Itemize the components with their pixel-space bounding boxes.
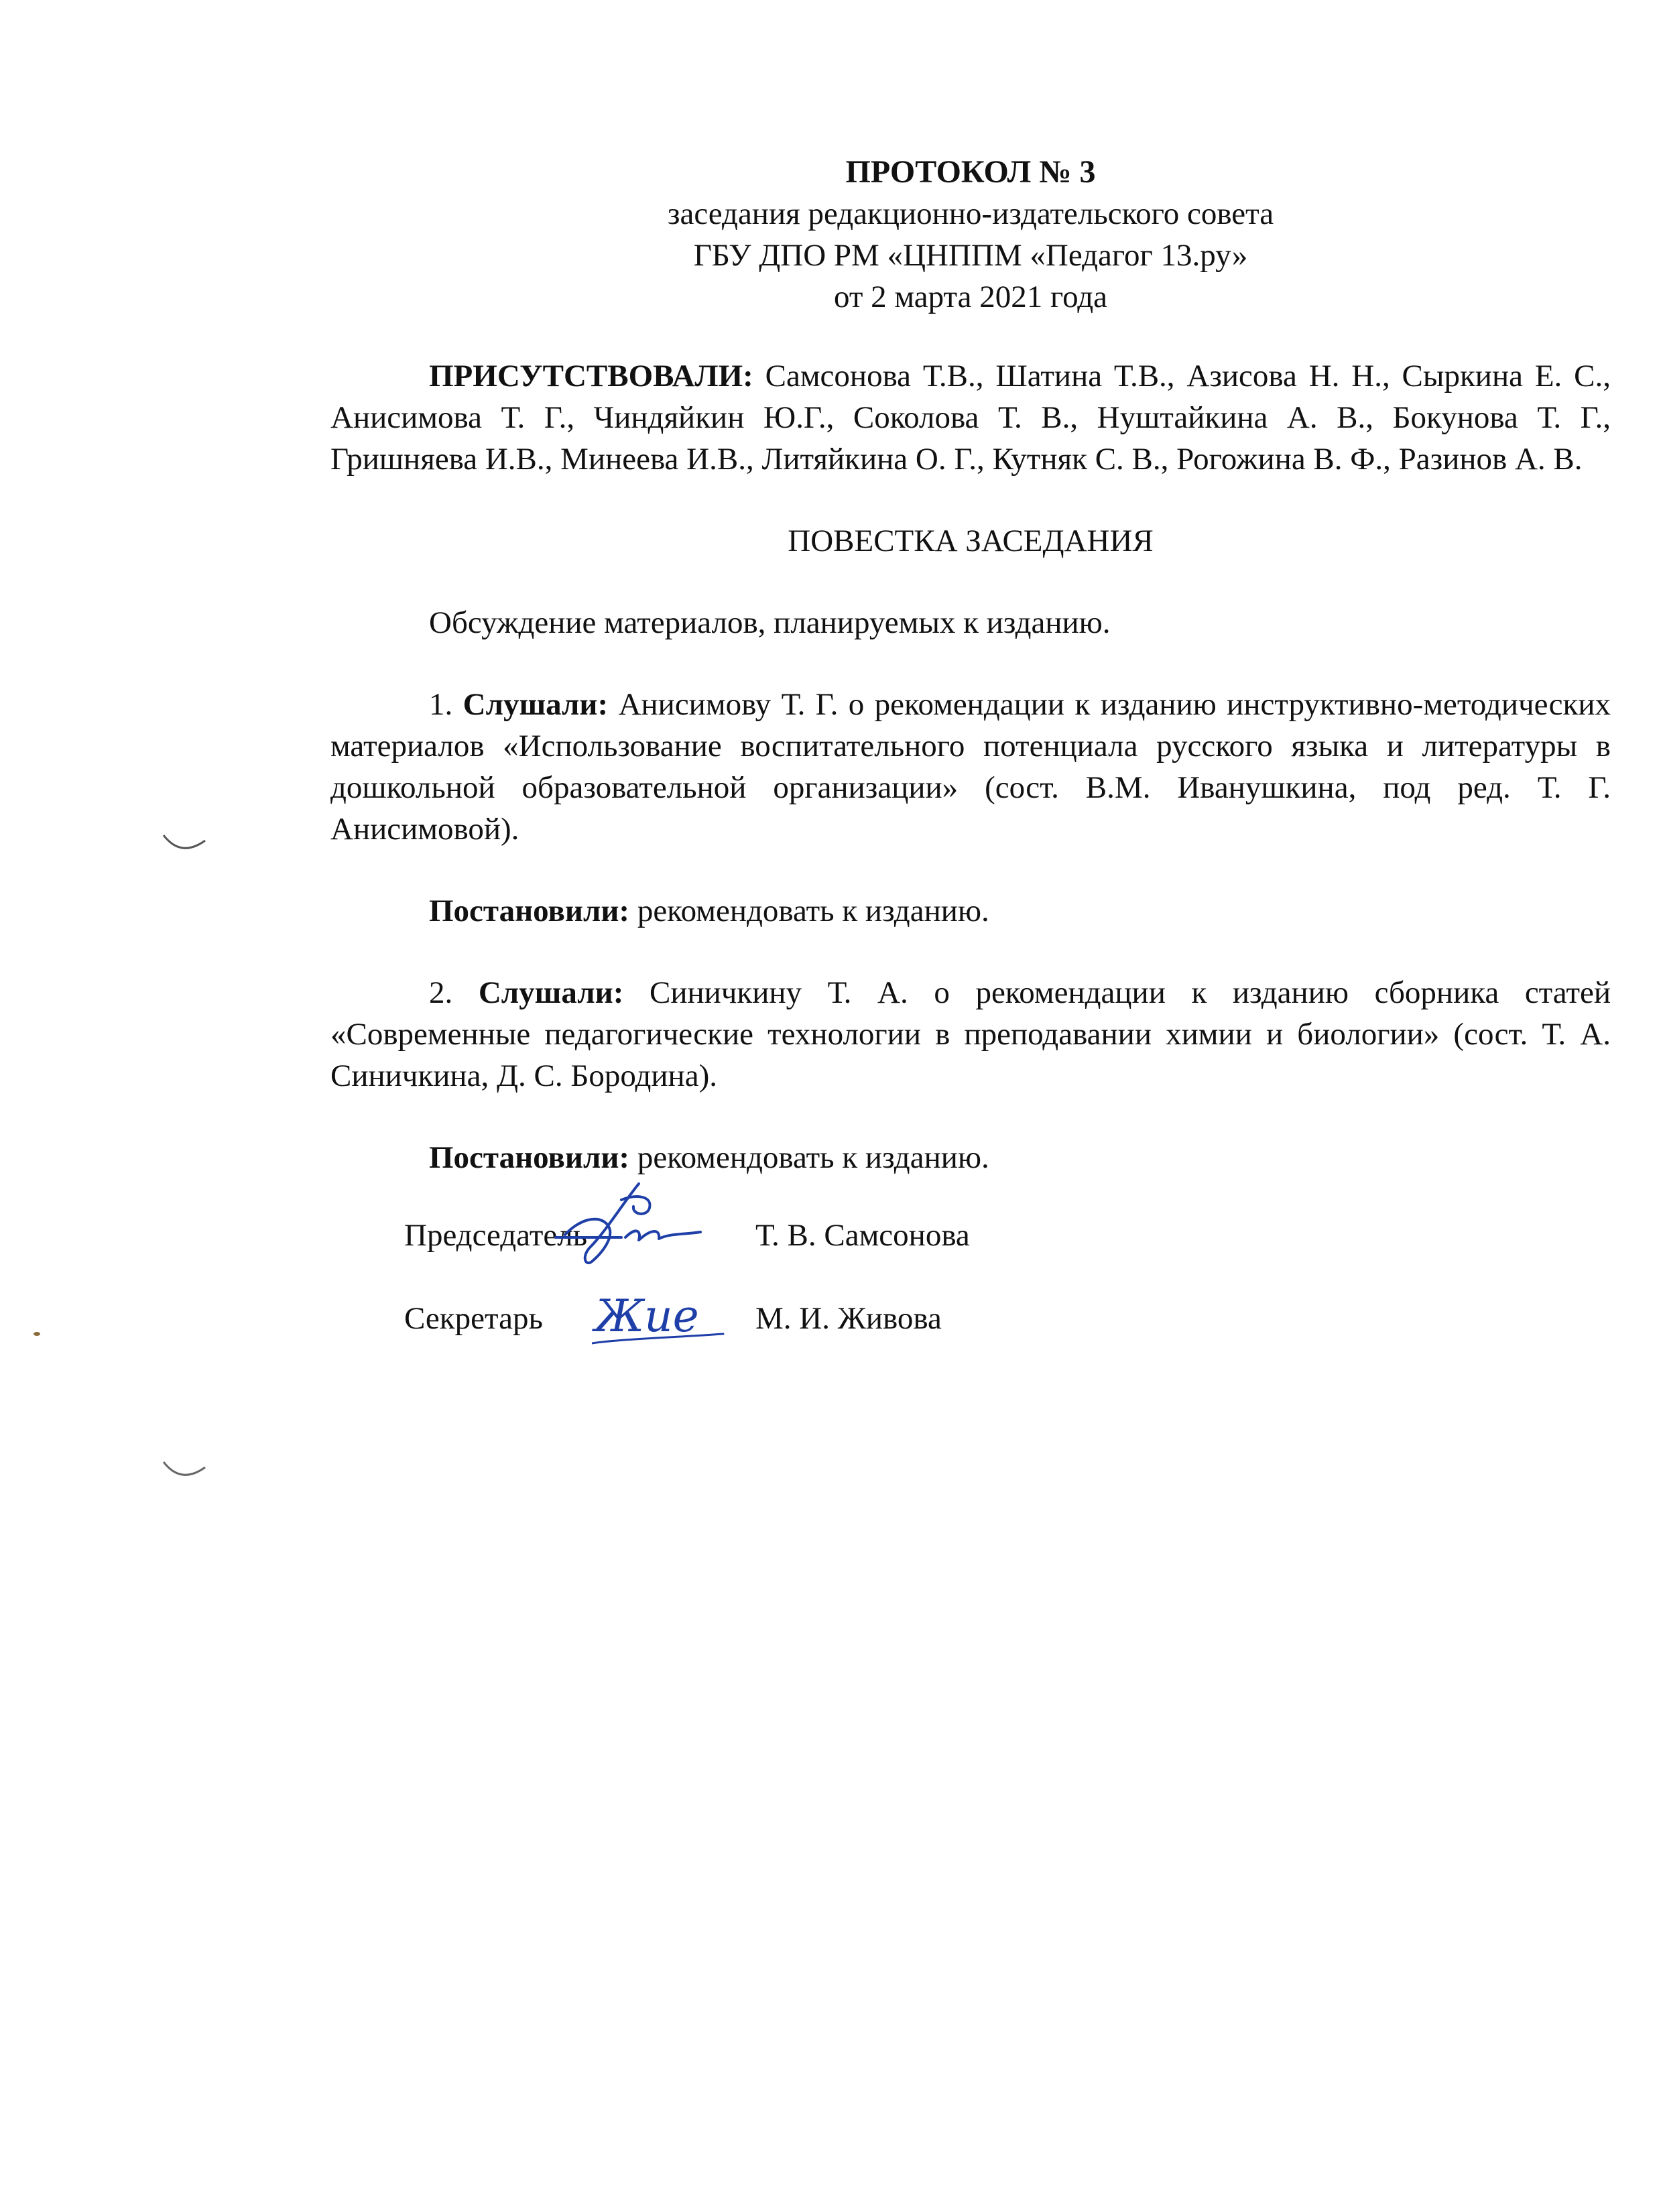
- item-2-heard: [330, 972, 1611, 1097]
- binder-hole-bottom: [161, 1458, 208, 1485]
- item-2-decided: [330, 1137, 1611, 1178]
- item-1-decided-text: рекомендовать к изданию.: [629, 894, 989, 928]
- document-title: ПРОТОКОЛ № 3: [845, 154, 1096, 190]
- secretary-signature: [592, 1283, 726, 1357]
- item-1-number: 1.: [429, 687, 463, 722]
- item-2-decided-text: рекомендовать к изданию.: [629, 1140, 989, 1175]
- item-1-heard-text: Анисимову Т. Г. о рекомендации к изданию инструктивно-методических материалов «Использование воспитательного потенциала русского языка и литературы в дошкольной образовательной организации» (сост. В.М. Иванушкина, под ред. Т. Г. Анисимовой).: [330, 687, 1611, 847]
- svg-text:Жие: Жие: [595, 1290, 699, 1342]
- scan-speck: [32, 1331, 42, 1337]
- item-2-number: 2.: [429, 975, 479, 1010]
- attendees-label: ПРИСУТСТВОВАЛИ:: [429, 359, 753, 393]
- chair-name: Т. В. Самсонова: [755, 1218, 970, 1253]
- agenda-heading: ПОВЕСТКА ЗАСЕДАНИЯ: [788, 524, 1154, 558]
- item-2-heard-label: Слушали:: [478, 975, 624, 1010]
- item-1-decided: [330, 890, 1611, 932]
- item-1-decided-label: Постановили:: [429, 894, 630, 928]
- secretary-role: Секретарь: [404, 1301, 543, 1336]
- item-1-heard: [330, 684, 1611, 850]
- item-2-heard-text: Синичкину Т. А. о рекомендации к изданию сборника статей «Современные педагогические технологии в преподавании химии и биологии» (сост. Т. А. Синичкина, Д. С. Бородина).: [330, 975, 1611, 1093]
- protocol-body: [330, 151, 1611, 1381]
- binder-hole-top: [161, 831, 208, 858]
- agenda-text: Обсуждение материалов, планируемых к изданию.: [429, 605, 1111, 640]
- meeting-date: от 2 марта 2021 года: [833, 280, 1108, 314]
- title-line-2: ГБУ ДПО РМ «ЦНППМ «Педагог 13.ру»: [693, 238, 1248, 273]
- secretary-signature-row: [330, 1290, 1611, 1381]
- title-line-1: заседания редакционно-издательского совета: [667, 196, 1274, 231]
- item-2-decided-label: Постановили:: [429, 1140, 630, 1175]
- chair-signature: [552, 1173, 713, 1274]
- attendees-list: Самсонова Т.В., Шатина Т.В., Азисова Н. Н., Сыркина Е. С., Анисимова Т. Г., Чиндяйкин Ю.Г., Соколова Т. В., Нуштайкина А. В., Бокунова Т. Г., Гришняева И.В., Минеева И.В., Литяйкина О. Г., Кутняк С. В., Рогожина В. Ф., Разинов А. В.: [330, 359, 1611, 477]
- attendees-paragraph: [330, 355, 1611, 480]
- item-1-heard-label: Слушали:: [463, 687, 609, 722]
- chair-role: Председатель: [404, 1218, 588, 1253]
- chair-signature-row: [330, 1215, 1611, 1298]
- secretary-name: М. И. Живова: [755, 1301, 942, 1336]
